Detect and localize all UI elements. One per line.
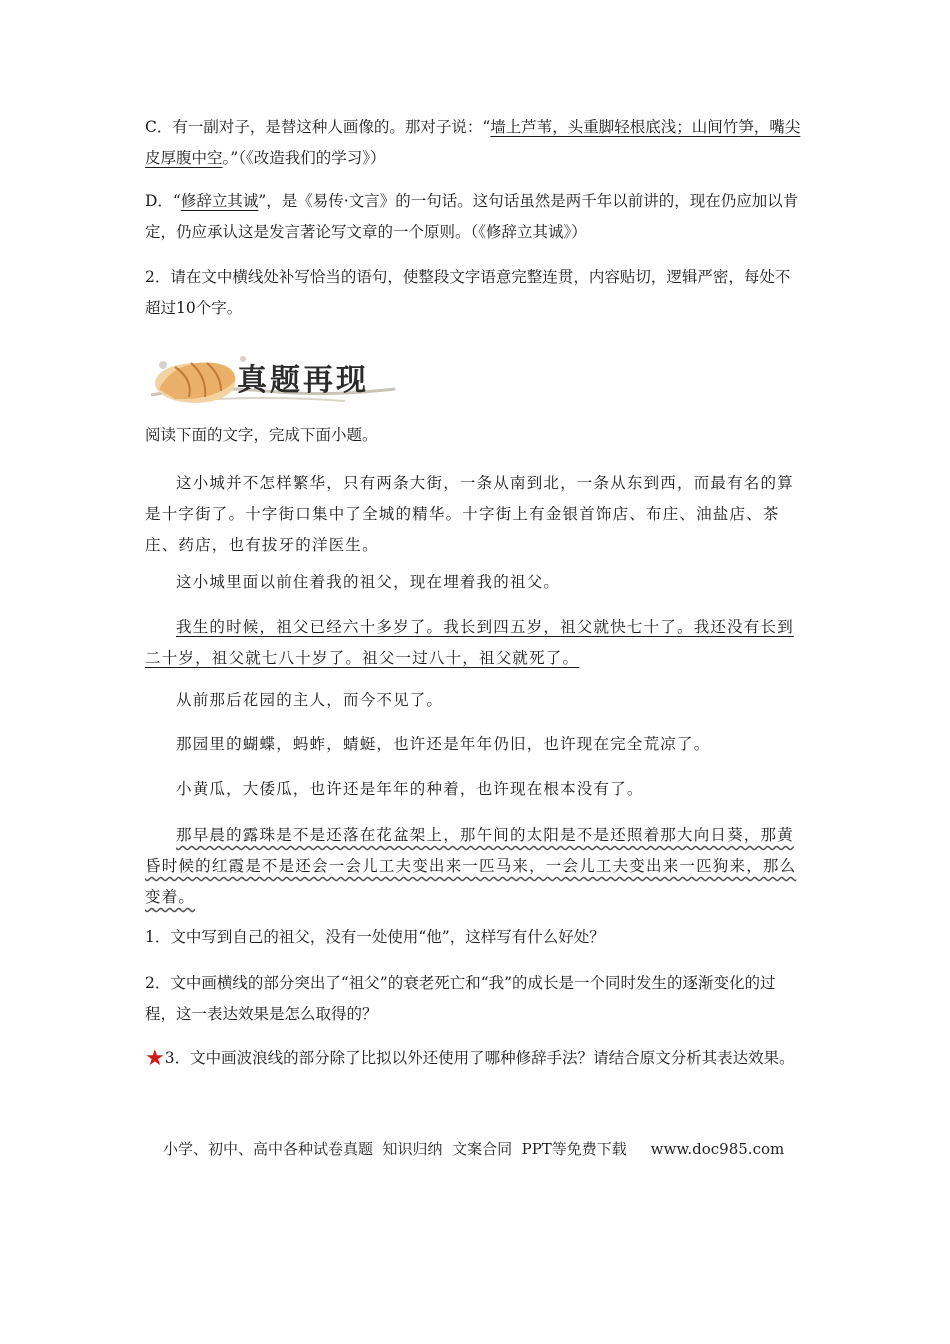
reading-instruction: 阅读下面的文字，完成下面小题。 — [145, 426, 378, 444]
passage-paragraph-3 — [145, 612, 805, 674]
option-c-couplet-b: 笋，嘴尖皮厚腹中空 — [145, 118, 801, 167]
option-d-prefix: D．“ — [145, 192, 181, 210]
passage-paragraph-5: 那园里的蝴蝶，蚂蚱，蜻蜓，也许还是年年仍旧，也许现在完全荒凉了。 — [176, 735, 711, 753]
passage-paragraph-6: 小黄瓜，大倭瓜，也许还是年年的种着，也许现在根本没有了。 — [176, 780, 644, 798]
star-icon: ★ — [145, 1046, 165, 1071]
option-d-suffix: ”，是《易传·文言》的一句话。这句话虽然是两千年以前讲的，现在仍应加以肯定，仍应承认这是发言著论写文章的一个原则。（《修辞立其诚》） — [145, 192, 799, 241]
passage-paragraph-1: 这小城并不怎样繁华，只有两条大街，一条从南到北，一条从东到西，而最有名的算是十字街了。十字街口集中了全城的精华。十字街上有金银首饰店、布庄、油盐店、茶庄、药店，也有拔牙的洋医生。 — [145, 474, 794, 554]
passage-paragraph-4: 从前那后花园的主人，而今不见了。 — [176, 691, 444, 709]
wavy-underlined-passage: 那早晨的露珠是不是还落在花盆架上，那午间的太阳是不是还照着那大向日葵，那黄昏时候的红霞是不是还会一会儿工夫变出来一匹马来，一会儿工夫变出来一匹狗来，那么变着。 — [145, 826, 797, 906]
footer-text: 小学、初中、高中各种试卷真题 知识归纳 文案合同 PPT等免费下载 www.doc985.com — [163, 1140, 785, 1158]
underlined-passage: 我生的时候，祖父已经六十多岁了。我长到四五岁，祖父就快七十了。我还没有长到二十岁，祖父就七八十岁了。祖父一过八十，祖父就死了。 — [145, 618, 794, 667]
option-d — [145, 186, 805, 248]
option-c-couplet-a: 墙上芦苇，头重脚轻根底浅；山间竹 — [490, 118, 739, 136]
option-c-prefix: C．有一副对子，是替这种人画像的。那对子说：“ — [145, 118, 491, 136]
question-fill-blank: 2．请在文中横线处补写恰当的语句，使整段文字语意完整连贯，内容贴切，逻辑严密，每处不超过10个字。 — [145, 268, 791, 317]
passage-paragraph-2: 这小城里面以前住着我的祖父，现在埋着我的祖父。 — [176, 573, 561, 591]
section-banner — [145, 345, 401, 411]
option-d-term: 修辞立其诚 — [180, 192, 259, 210]
option-c — [145, 112, 805, 174]
option-c-suffix: 。”（《改造我们的学习》） — [222, 149, 386, 167]
question-3 — [145, 1043, 805, 1074]
question-2: 2．文中画横线的部分突出了“祖父”的衰老死亡和“我”的成长是一个同时发生的逐渐变化的过程，这一表达效果是怎么取得的？ — [145, 974, 776, 1023]
passage-paragraph-7 — [145, 820, 805, 913]
question-1: 1．文中写到自己的祖父，没有一处使用“他”，这样写有什么好处？ — [145, 928, 605, 946]
banner-title: 真题再现 — [237, 363, 369, 398]
question-3-text: 3．文中画波浪线的部分除了比拟以外还使用了哪种修辞手法？请结合原文分析其表达效果。 — [164, 1049, 795, 1067]
